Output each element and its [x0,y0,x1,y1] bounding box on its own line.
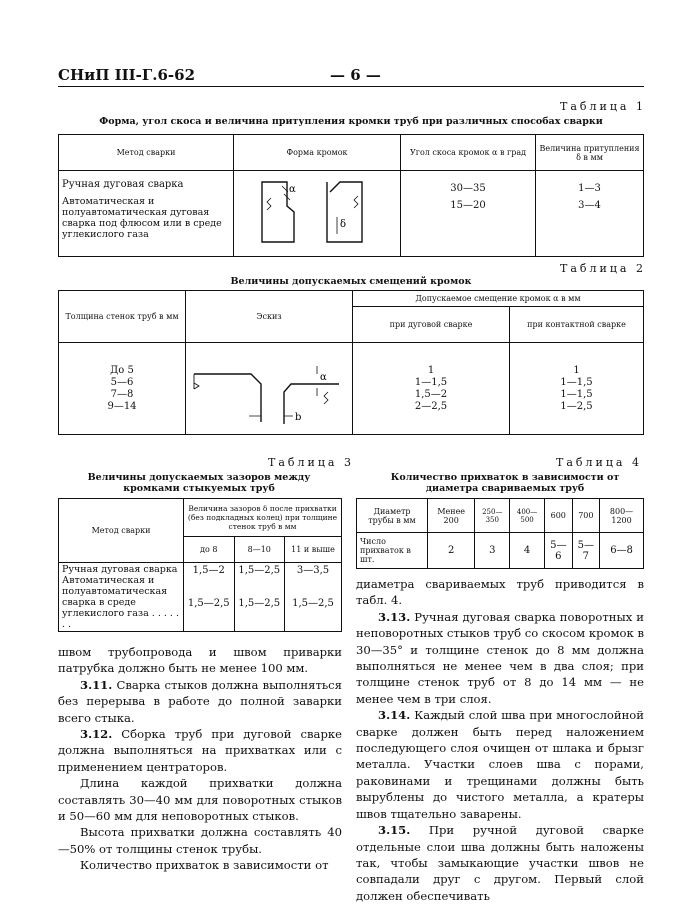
table2-contact-3: 1—2,5 [560,400,593,412]
table2-header-contact: при контактной сварке [510,307,644,343]
table1-row1-method: Ручная дуговая сварка [62,179,184,190]
table1-row2-blunt: 3—4 [578,200,601,211]
table2-arc-cell [353,343,510,435]
table4-row2-head: Число прихваток в шт. [357,533,428,569]
text-left-p4-body: Высота прихватки должна составлять 40—50% от толщины стенок трубы. [58,825,342,856]
table1-row2-method: Автоматическая и полуавтоматическая дуговая сварка под флюсом или в среде углекислого газа [62,196,222,240]
text-right-p2-body: Каждый слой шва при многослойной сварке должен быть перед наложением последующего слоя очищен от шлака и брызг металла. Участки слоев шва с порами, раковинами и трещинами должны быть вырублены до чистого металла, а кратеры швов тщательно заварены. [356,708,645,821]
table2-header-group: Допускаемое смещение кромок α в мм [353,291,644,307]
text-left-column [58,644,342,874]
table4-diam-0: Менее 200 [428,499,475,533]
table4-count-2: 4 [510,533,545,569]
text-left-p0 [58,644,342,677]
table2-sketch-cell [186,343,353,435]
table3-title: Величины допускаемых зазоров между кромками стыкуемых труб [87,472,311,494]
edge-alpha-label: α [289,184,296,195]
table1-edge-sketch [234,171,401,257]
table4-count-3: 5—6 [544,533,572,569]
doc-code: СНиП III-Г.6-62 [58,66,196,84]
table3-c1 [184,563,235,632]
text-left-p2 [58,726,342,775]
table2-thickness-cell [59,343,186,435]
table1-blunts [536,171,644,257]
text-left-p5-body: Количество прихваток в зависимости от [80,858,329,873]
table2-arc-0: 1 [427,364,435,376]
edge-delta-label: δ [340,219,347,230]
text-left-p1-num: 3.11. [80,677,113,692]
text-right-p3 [356,822,644,904]
table1-header-angle: Угол скоса кромок α в град [401,135,536,171]
table4-count-5: 6—8 [600,533,644,569]
table2-arc-2: 1,5—2 [414,388,448,400]
table1-header-blunt: Величина притупления δ в мм [536,135,644,171]
table4-count-4: 5—7 [572,533,600,569]
table2 [58,290,644,435]
table2-contact-1: 1—1,5 [560,376,593,388]
table2-arc-3: 2—2,5 [414,400,448,412]
table4-count-0: 2 [428,533,475,569]
table4-diam-4: 700 [572,499,600,533]
text-right-p3-body: При ручной дуговой сварке отдельные слои шва должны быть наложены так, чтобы замыкающие участки швов не совпадали друг с другом. Первый слой должен обеспечивать [356,823,645,903]
table1-header-method: Метод сварки [59,135,234,171]
text-right-p2-num: 3.14. [378,708,411,723]
text-left-p5 [58,857,342,873]
table2-thickness-1: 5—6 [110,376,134,388]
text-right-p1-num: 3.13. [378,609,411,624]
table2-thickness-3: 9—14 [107,400,137,412]
table4-row1-head: Диаметр трубы в мм [357,499,428,533]
table2-contact-cell [510,343,644,435]
table1-row1-angle: 30—35 [450,183,486,194]
table4 [356,498,644,569]
table3-header-c3: 11 и выше [285,537,342,563]
text-left-p2-num: 3.12. [80,727,113,742]
table3-header-c2: 8—10 [234,537,285,563]
text-right-column [356,576,644,904]
table1-title: Форма, угол скоса и величина притупления кромки труб при различных способах сварки [99,116,603,127]
table2-header-sketch: Эскиз [186,291,353,343]
table3-label: Таблица 3 [268,456,354,469]
table4-title: Количество прихваток в зависимости от диаметра свариваемых труб [390,472,620,494]
text-right-p2 [356,707,644,822]
table2-thickness-0: До 5 [110,364,134,376]
table3-row2-method: Автоматическая и полуавтоматическая сварка в среде углекислого газа . . . . . . . [62,575,179,630]
table4-label: Таблица 4 [556,456,642,469]
offset-sketch [189,344,349,430]
text-left-p0-body: швом трубопровода и швом приварки патрубка должно быть не менее 100 мм. [58,645,342,676]
text-left-p2-body: Сборка труб при дуговой сварке должна выполняться на прихватках или с применением центраторов. [58,727,342,774]
table2-header-arc: при дуговой сварке [353,307,510,343]
table2-contact-2: 1—1,5 [560,388,593,400]
table4-diam-5: 800—1200 [600,499,644,533]
table3-header-group: Величина зазоров δ после прихватки (без подкладных колец) при толщине стенок труб в мм [184,499,342,537]
offset-b-label: b [295,412,302,423]
table1-angles [401,171,536,257]
edge-shape-sketch [242,172,392,252]
table3-r1-c2: 1,5—2,5 [238,565,281,576]
text-left-p1 [58,677,342,726]
table2-header-thickness: Толщина стенок труб в мм [59,291,186,343]
offset-alpha-label: α [320,372,327,383]
table3-c2 [234,563,285,632]
table4-diam-2: 400—500 [510,499,545,533]
table1-header-shape: Форма кромок [234,135,401,171]
text-left-p3 [58,775,342,824]
text-right-p3-num: 3.15. [378,823,411,838]
table2-label: Таблица 2 [560,262,646,275]
table3-methods [59,563,184,632]
page-number: — 6 — [330,66,381,84]
table4-count-1: 3 [475,533,510,569]
table3-row1-method: Ручная дуговая сварка [62,564,178,575]
table2-title: Величины допускаемых смещений кромок [230,276,472,287]
text-left-p3-body: Длина каждой прихватки должна составлять 30—40 мм для поворотных стыков и 50—60 мм для неповоротных стыков. [58,776,342,824]
table2-arc-1: 1—1,5 [414,376,448,388]
text-left-p4 [58,824,342,857]
table3 [58,498,342,632]
table2-thickness-2: 7—8 [110,388,134,400]
table3-r1-c1: 1,5—2 [192,565,225,576]
text-left-p1-body: Сварка стыков должна выполняться без перерыва в работе до полной заварки всего стыка. [58,677,342,725]
table1-row1-blunt: 1—3 [578,183,601,194]
table3-header-method: Метод сварки [59,499,184,563]
table3-r2-c1: 1,5—2,5 [187,598,230,609]
table3-c3 [285,563,342,632]
table2-contact-0: 1 [573,364,580,376]
table4-diam-1: 250—350 [475,499,510,533]
text-right-p1-body: Ручная дуговая сварка поворотных и неповоротных стыков труб со скосом кромок в 30—35° и толщине стенок до 8 мм должна выполняться не менее чем в два слоя; при толщине стенок труб от 8 до 14 мм — не менее чем в три слоя. [356,609,645,706]
header-rule [58,86,644,87]
table1-label: Таблица 1 [560,100,646,113]
table3-r2-c3: 1,5—2,5 [292,598,334,609]
table4-diam-3: 600 [544,499,572,533]
table3-header-c1: до 8 [184,537,235,563]
text-right-p0-body: диаметра свариваемых труб приводится в табл. 4. [356,577,644,608]
table3-r1-c3: 3—3,5 [296,565,330,576]
table1-methods [59,171,234,257]
table3-r2-c2: 1,5—2,5 [238,598,281,609]
table1-row2-angle: 15—20 [450,200,486,211]
table1 [58,134,644,257]
text-right-p1 [356,609,644,707]
text-right-p0 [356,576,644,609]
